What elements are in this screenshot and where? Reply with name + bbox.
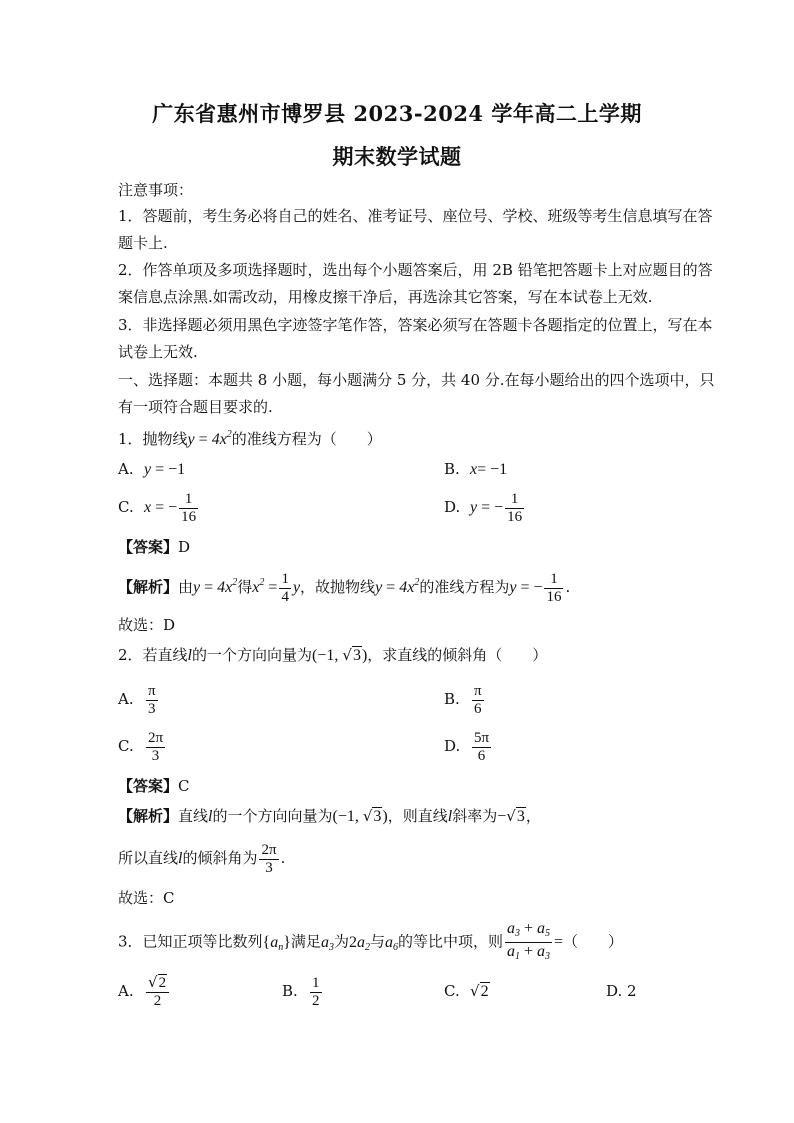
q2-analysis: 【解析】直线l的一个方向向量为(−1, √3)，则直线l斜率为−√3， bbox=[118, 807, 541, 825]
q3-option-a: A. $\frac{√2}{2}$ bbox=[118, 972, 171, 1010]
q2-option-b: B. $\frac{\pi}{6}$ bbox=[444, 682, 482, 717]
q1-option-b: B. x= −1 bbox=[444, 460, 508, 478]
q2-option-d: D. $\frac{5\pi}{6}$ bbox=[444, 729, 490, 764]
document-title: 广东省惠州市博罗县 2023-2024 学年高二上学期 bbox=[152, 101, 642, 126]
q1-option-c: C. x = − $\frac{1}{16}$ bbox=[118, 490, 197, 525]
note-3b: 试卷上无效. bbox=[118, 343, 198, 361]
q2-option-a: A. $\frac{\pi}{3}$ bbox=[118, 682, 156, 717]
q2-conclusion: 故选：C bbox=[118, 889, 175, 907]
document-subtitle: 期末数学试题 bbox=[332, 144, 462, 169]
notes-heading: 注意事项： bbox=[118, 181, 194, 199]
q3-option-d: D. 2 bbox=[606, 982, 637, 1000]
q1-option-a: A. y = −1 bbox=[118, 460, 186, 478]
note-1a: 1．答题前，考生务必将自己的姓名、准考证号、座位号、学校、班级等考生信息填写在答 bbox=[118, 207, 713, 225]
q1-answer: 【答案】D bbox=[118, 538, 191, 556]
q2-analysis-2: 所以直线l的倾斜角为 $\frac{2\pi}{3}$ . bbox=[118, 841, 286, 876]
note-2a: 2．作答单项及多项选择题时，选出每个小题答案后，用 2B 铅笔把答题卡上对应题目的答 bbox=[118, 261, 713, 279]
q2-stem: 2．若直线l的一个方向向量为(−1, √3)，求直线的倾斜角（ ） bbox=[118, 646, 548, 664]
q3-stem: 3．已知正项等比数列$\{a_n\}$满足$a_3$为$2a_2$与$a_6$的等比中项，则 $\frac{a_3 + a_5}{a_1 + a_3}$ =（ ） bbox=[118, 920, 623, 968]
q1-analysis: 【解析】由$y = 4x^2$得$x^2$ = $\frac{1}{4}$ y，故抛物线$y = 4x^2$的准线方程为y = − $\frac{1}{16}$ . bbox=[118, 570, 571, 605]
note-2b: 案信息点涂黑.如需改动，用橡皮擦干净后，再选涂其它答案，写在本试卷上无效. bbox=[118, 288, 653, 306]
note-3a: 3．非选择题必须用黑色字迹签字笔作答，答案必须写在答题卡各题指定的位置上，写在本 bbox=[118, 316, 713, 334]
section-heading-2: 有一项符合题目要求的. bbox=[118, 398, 273, 416]
section-heading-1: 一、选择题：本题共 8 小题，每小题满分 5 分，共 40 分.在每小题给出的四个选项中，只 bbox=[118, 371, 715, 389]
q3-option-c: C. √2 bbox=[444, 982, 489, 1000]
q3-option-b: B. $\frac{1}{2}$ bbox=[282, 974, 320, 1009]
q1-conclusion: 故选：D bbox=[118, 616, 176, 634]
q2-answer: 【答案】C bbox=[118, 777, 190, 795]
q1-option-d: D. y = − $\frac{1}{16}$ bbox=[444, 490, 523, 525]
q1-stem: 1．抛物线$y = 4x^2$的准线方程为（ ） bbox=[118, 429, 382, 448]
q2-option-c: C. $\frac{2\pi}{3}$ bbox=[118, 729, 164, 764]
note-1b: 题卡上. bbox=[118, 234, 168, 252]
